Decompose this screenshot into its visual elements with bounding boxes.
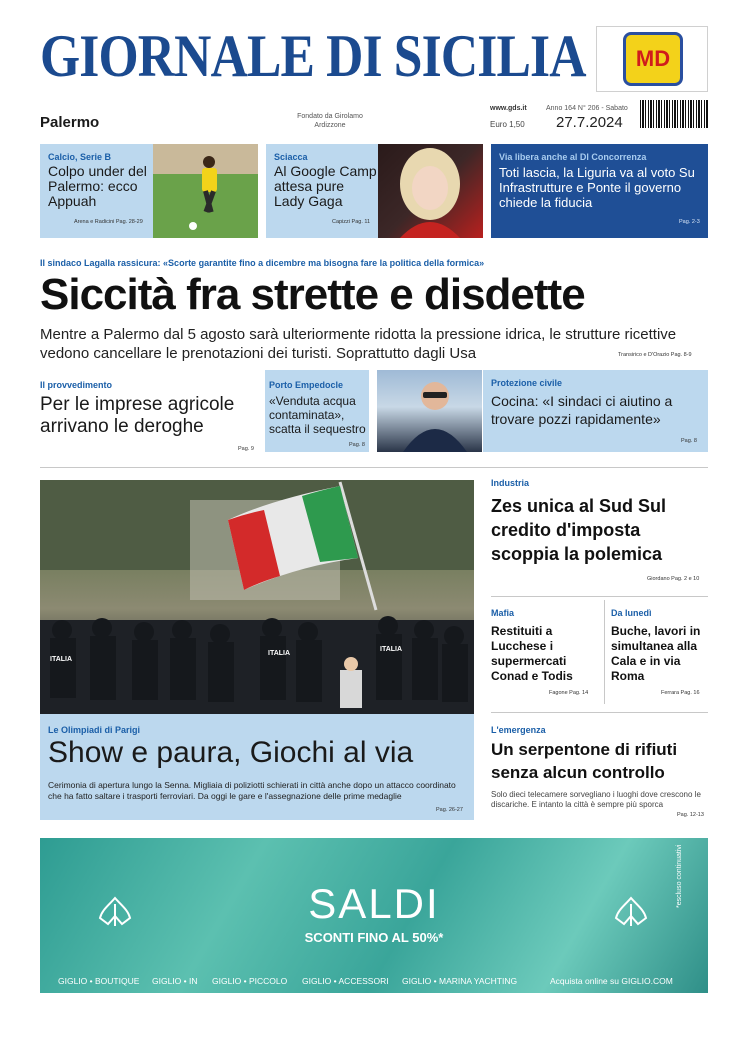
olympics-caption-box[interactable] xyxy=(40,714,474,820)
price: Euro 1,50 xyxy=(490,120,525,129)
teaser-ref: Pag. 2-3 xyxy=(679,219,700,225)
teaser-kicker: Calcio, Serie B xyxy=(48,152,112,162)
giglio-advertisement[interactable] xyxy=(40,838,708,993)
italian-flag-parade-icon xyxy=(40,480,474,714)
teaser-kicker: Via libera anche al Dl Concorrenza xyxy=(499,152,647,162)
ad-store: GIGLIO • PICCOLO xyxy=(212,976,288,986)
teaser-sciacca[interactable] xyxy=(266,144,378,238)
issue-number: Anno 164 N° 206 - Sabato xyxy=(546,105,628,112)
team-label: ITALIA xyxy=(50,656,73,663)
olympics-ref: Pag. 26-27 xyxy=(436,807,463,813)
barcode-icon xyxy=(640,100,708,128)
story-summary: Solo dieci telecamere sorvegliano i luoghi dove crescono le discariche. E intanto la città è sempre più sporca xyxy=(491,790,701,809)
story-title: Un serpentone di rifiuti senza alcun controllo xyxy=(491,740,678,782)
story-kicker: Industria xyxy=(491,478,530,488)
story-industria[interactable] xyxy=(491,478,708,588)
ad-store: GIGLIO • ACCESSORI xyxy=(302,976,389,986)
story-kicker: Porto Empedocle xyxy=(269,380,344,390)
story-ref: Pag. 9 xyxy=(238,446,254,452)
ad-online-link[interactable]: Acquista online su GIGLIO.COM xyxy=(550,976,673,986)
teaser-text: Al Google Camp attesa pure Lady Gaga xyxy=(274,163,377,209)
soccer-player-photo[interactable] xyxy=(153,144,258,238)
story-kicker: Mafia xyxy=(491,608,515,618)
lead-summary: Mentre a Palermo dal 5 agosto sarà ulteriormente ridotta la pressione idrica, le strutture ricettive vedono cancellare le prenotazioni dei turisti. Soprattutto dagli Usa xyxy=(40,326,677,362)
olympics-photo[interactable] xyxy=(40,480,474,714)
story-ref: Ferrara Pag. 16 xyxy=(661,690,700,696)
story-emergenza[interactable] xyxy=(491,722,708,822)
column-divider xyxy=(604,600,605,704)
story-protezione-civile[interactable] xyxy=(483,370,708,452)
md-advertisement[interactable] xyxy=(596,26,708,92)
lead-kicker: Il sindaco Lagalla rassicura: «Scorte garantite fino a dicembre ma bisogna fare la politica della formica» xyxy=(40,258,485,268)
team-label: ITALIA xyxy=(380,646,403,653)
story-title: «Venduta acqua contaminata», scatta il sequestro xyxy=(269,394,366,436)
story-title: Cocina: «I sindaci ci aiutino a trovare pozzi rapidamente» xyxy=(491,393,673,427)
ad-title: SALDI xyxy=(308,880,440,927)
cocina-photo[interactable] xyxy=(377,370,482,452)
story-mafia[interactable] xyxy=(491,608,599,702)
olympics-summary: Cerimonia di apertura lungo la Senna. Migliaia di poliziotti schierati in città anche dopo un attacco coordinato che ha fatto saltare i trasporti ferroviari. Da oggi le gare e l'assegnazione delle prime medaglie xyxy=(48,780,456,801)
lead-ref: Transirico e D'Orazio Pag. 8-9 xyxy=(618,352,692,358)
teaser-ref: Arena e Radicini Pag. 28-29 xyxy=(74,219,143,225)
story-kicker: Protezione civile xyxy=(491,378,563,388)
story-title: Restituiti a Lucchese i supermercati Conad e Todis xyxy=(491,624,573,683)
story-ref: Pag. 8 xyxy=(349,442,365,448)
issue-date: 27.7.2024 xyxy=(556,114,623,131)
masthead-title[interactable]: GIORNALE DI SICILIA xyxy=(40,23,586,89)
story-porto-empedocle[interactable] xyxy=(265,370,369,452)
ad-store: GIGLIO • MARINA YACHTING xyxy=(402,976,518,986)
lady-gaga-photo[interactable] xyxy=(378,144,483,238)
ad-store: GIGLIO • BOUTIQUE xyxy=(58,976,140,986)
edition-city: Palermo xyxy=(40,114,100,131)
lead-headline[interactable]: Siccità fra strette e disdette xyxy=(40,270,585,319)
story-kicker: Da lunedì xyxy=(611,608,652,618)
teaser-kicker: Sciacca xyxy=(274,152,308,162)
person-portrait-icon xyxy=(377,370,482,452)
story-ref: Giordano Pag. 2 e 10 xyxy=(647,576,700,582)
teaser-text: Colpo under del Palermo: ecco Appuah xyxy=(48,163,147,209)
team-label: ITALIA xyxy=(268,650,291,657)
story-title: Zes unica al Sud Sul credito d'imposta scoppia la polemica xyxy=(491,496,667,564)
story-ref: Pag. 8 xyxy=(681,438,697,444)
md-logo: MD xyxy=(623,32,683,86)
teaser-text: Toti lascia, la Liguria va al voto Su Infrastrutture e Ponte il governo chiede la fiducia xyxy=(499,165,695,210)
divider xyxy=(40,467,708,468)
divider xyxy=(491,712,708,713)
website-link[interactable]: www.gds.it xyxy=(490,105,527,112)
ad-store: GIGLIO • IN xyxy=(152,976,198,986)
story-title: Per le imprese agricole arrivano le deroghe xyxy=(40,394,235,437)
divider xyxy=(491,596,708,597)
story-title: Buche, lavori in simultanea alla Cala e in via Roma xyxy=(611,624,701,683)
olympics-kicker: Le Olimpiadi di Parigi xyxy=(48,725,141,735)
story-da-lunedi[interactable] xyxy=(611,608,708,702)
ad-subtitle: SCONTI FINO AL 50%* xyxy=(304,930,444,945)
founded-by: Fondato da Girolamo Ardizzone xyxy=(297,113,363,129)
teaser-politica[interactable] xyxy=(491,144,708,238)
teaser-calcio[interactable] xyxy=(40,144,153,238)
story-ref: Fagone Pag. 14 xyxy=(549,690,589,696)
portrait-icon xyxy=(378,144,483,238)
story-kicker: Il provvedimento xyxy=(40,380,113,390)
soccer-player-icon xyxy=(153,144,258,238)
ad-disclaimer: *escluso continuativi xyxy=(676,844,683,908)
story-ref: Pag. 12-13 xyxy=(677,812,704,818)
olympics-headline: Show e paura, Giochi al via xyxy=(48,736,414,769)
story-provvedimento[interactable] xyxy=(40,370,258,452)
story-kicker: L'emergenza xyxy=(491,725,546,735)
teaser-ref: Capizzi Pag. 11 xyxy=(332,219,371,225)
